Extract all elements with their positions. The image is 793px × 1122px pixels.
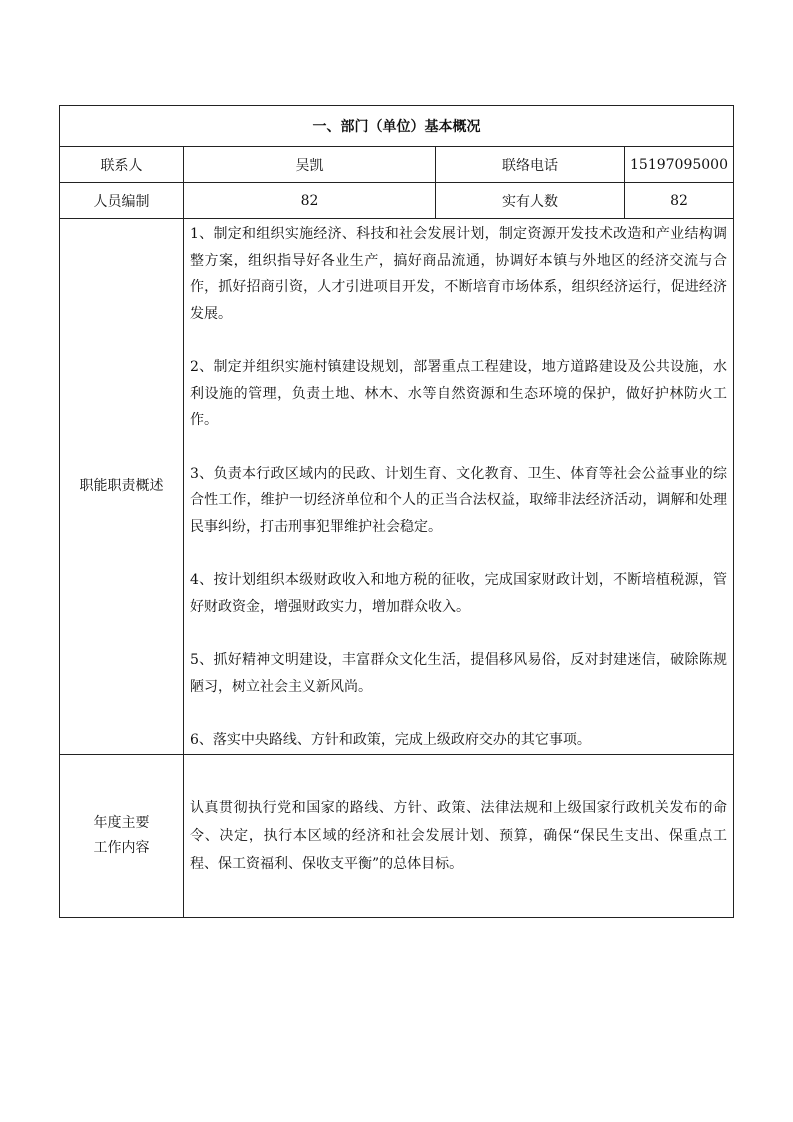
section-title: 一、部门（单位）基本概况	[60, 106, 734, 147]
duty-item: 1、制定和组织实施经济、科技和社会发展计划，制定资源开发技术改造和产业结构调整方案，组织指导好各业生产，搞好商品流通，协调好本镇与外地区的经济交流与合作，抓好招商引资，人才引进项目开发，不断培育市场体系，组织经济运行，促进经济发展。	[190, 226, 727, 322]
duty-item: 5、抓好精神文明建设，丰富群众文化生活，提倡移风易俗，反对封建迷信，破除陈规陋习，树立社会主义新风尚。	[190, 652, 727, 695]
duties-row	[60, 219, 734, 755]
duty-item: 6、落实中央路线、方针和政策，完成上级政府交办的其它事项。	[190, 732, 591, 748]
title-row	[60, 106, 734, 147]
contact-row	[60, 147, 734, 183]
annual-work-row	[60, 754, 734, 917]
staff-quota-label: 人员编制	[60, 183, 184, 219]
contact-person-value: 吴凯	[184, 147, 436, 183]
staffing-row	[60, 183, 734, 219]
duty-item: 4、按计划组织本级财政收入和地方税的征收，完成国家财政计划，不断培植税源，管好财政资金，增强财政实力，增加群众收入。	[190, 572, 727, 615]
annual-work-content: 认真贯彻执行党和国家的路线、方针、政策、法律法规和上级国家行政机关发布的命令、决定，执行本区域的经济和社会发展计划、预算，确保“保民生支出、保重点工程、保工资福利、保收支平衡”的总体目标。	[184, 754, 734, 917]
staff-actual-label: 实有人数	[436, 183, 625, 219]
duty-item: 3、负责本行政区域内的民政、计划生育、文化教育、卫生、体育等社会公益事业的综合性工作，维护一切经济单位和个人的正当合法权益，取缔非法经济活动，调解和处理民事纠纷，打击刑事犯罪维护社会稳定。	[190, 465, 727, 535]
basic-info-table	[59, 105, 734, 918]
contact-person-label: 联系人	[60, 147, 184, 183]
duties-label: 职能职责概述	[60, 219, 184, 755]
contact-phone-value: 15197095000	[625, 147, 734, 183]
annual-work-label-line1: 年度主要	[93, 814, 150, 831]
annual-work-label-line2: 工作内容	[93, 839, 150, 856]
staff-quota-value: 82	[184, 183, 436, 219]
duty-item: 2、制定并组织实施村镇建设规划，部署重点工程建设，地方道路建设及公共设施，水利设施的管理，负责土地、林木、水等自然资源和生态环境的保护，做好护林防火工作。	[190, 359, 727, 428]
contact-phone-label: 联络电话	[436, 147, 625, 183]
duties-content	[184, 219, 734, 755]
staff-actual-value: 82	[625, 183, 734, 219]
annual-work-label	[60, 754, 184, 917]
